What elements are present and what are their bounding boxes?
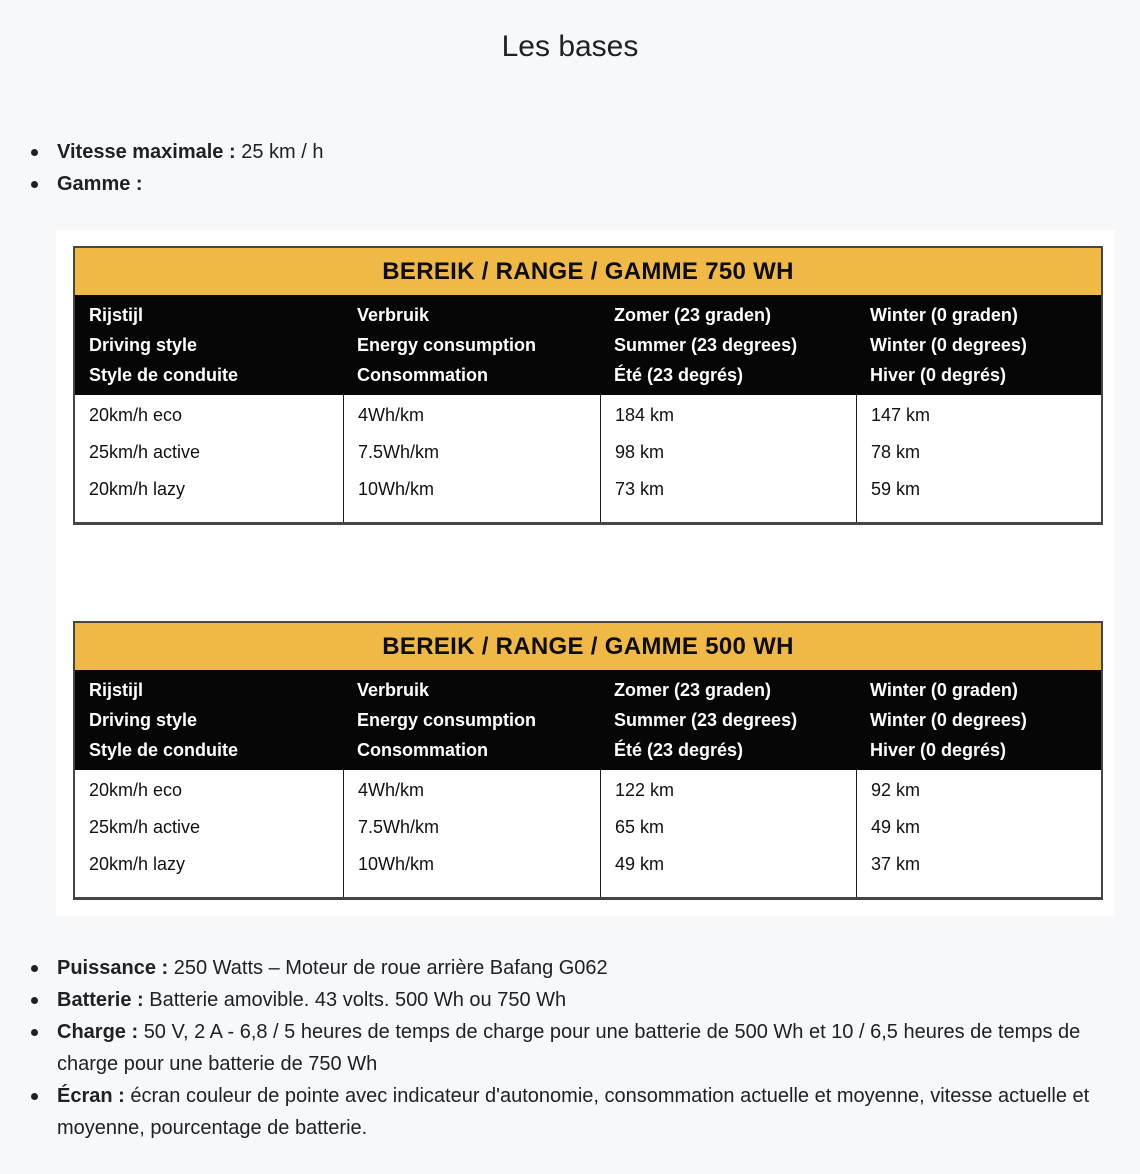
spec-item-batterie xyxy=(57,984,1120,1016)
data-cell-driving-style xyxy=(75,770,343,897)
spec-value: 25 km / h xyxy=(241,141,324,163)
data-line: 59 km xyxy=(871,479,921,499)
spec-item-gamme xyxy=(57,168,1120,200)
header-line: Rijstijl xyxy=(89,680,144,700)
spec-item-charge xyxy=(57,1016,1120,1080)
header-line: Winter (0 degrees) xyxy=(870,710,1027,730)
spec-value: 50 V, 2 A - 6,8 / 5 heures de temps de charge pour une batterie de 500 Wh et 10 / 6,5 heures de temps de charge pour une batterie de 750 Wh xyxy=(57,1021,1081,1075)
data-line: 49 km xyxy=(871,817,921,837)
spec-label: Charge : xyxy=(57,1021,139,1043)
header-line: Driving style xyxy=(89,710,198,730)
header-line: Hiver (0 degrés) xyxy=(870,365,1007,385)
range-table-header-row xyxy=(75,670,1101,770)
range-table-500wh xyxy=(73,621,1103,900)
header-line: Été (23 degrés) xyxy=(614,740,744,760)
spec-item-puissance xyxy=(57,952,1120,984)
header-line: Style de conduite xyxy=(89,740,239,760)
data-line: 20km/h eco xyxy=(89,405,183,425)
data-line: 122 km xyxy=(615,780,675,800)
spec-value: Batterie amovible. 43 volts. 500 Wh ou 750 Wh xyxy=(149,989,567,1011)
header-line: Consommation xyxy=(357,365,489,385)
header-line: Energy consumption xyxy=(357,335,537,355)
data-cell-summer xyxy=(600,395,856,522)
header-line: Driving style xyxy=(89,335,198,355)
header-cell-winter xyxy=(856,675,1101,765)
header-cell-winter xyxy=(856,300,1101,390)
spec-list-bottom xyxy=(0,952,1140,1144)
data-line: 73 km xyxy=(615,479,665,499)
data-line: 78 km xyxy=(871,442,921,462)
data-cell-summer xyxy=(600,770,856,897)
data-line: 4Wh/km xyxy=(358,780,425,800)
header-line: Verbruik xyxy=(357,680,430,700)
header-line: Winter (0 degrees) xyxy=(870,335,1027,355)
data-line: 98 km xyxy=(615,442,665,462)
data-line: 7.5Wh/km xyxy=(358,442,440,462)
header-cell-summer xyxy=(600,300,856,390)
data-line: 20km/h lazy xyxy=(89,479,186,499)
header-line: Style de conduite xyxy=(89,365,239,385)
header-cell-consumption xyxy=(343,300,600,390)
data-line: 37 km xyxy=(871,854,921,874)
range-table-title: BEREIK / RANGE / GAMME 750 WH xyxy=(75,248,1101,295)
header-line: Winter (0 graden) xyxy=(870,305,1018,325)
header-line: Été (23 degrés) xyxy=(614,365,744,385)
data-line: 10Wh/km xyxy=(358,479,435,499)
range-table-title: BEREIK / RANGE / GAMME 500 WH xyxy=(75,623,1101,670)
range-tables-image xyxy=(56,230,1115,916)
range-table-750wh xyxy=(73,246,1103,525)
spec-value: écran couleur de pointe avec indicateur d'autonomie, consommation actuelle et moyenne, vitesse actuelle et moyenne, pourcentage de batterie. xyxy=(57,1085,1090,1139)
header-cell-driving-style xyxy=(75,300,343,390)
data-line: 92 km xyxy=(871,780,921,800)
header-cell-consumption xyxy=(343,675,600,765)
data-line: 20km/h eco xyxy=(89,780,183,800)
data-line: 49 km xyxy=(615,854,665,874)
data-line: 25km/h active xyxy=(89,442,201,462)
data-line: 7.5Wh/km xyxy=(358,817,440,837)
data-line: 25km/h active xyxy=(89,817,201,837)
header-line: Summer (23 degrees) xyxy=(614,335,798,355)
data-cell-consumption xyxy=(343,770,600,897)
data-cell-consumption xyxy=(343,395,600,522)
data-line: 65 km xyxy=(615,817,665,837)
header-line: Zomer (23 graden) xyxy=(614,680,772,700)
page-title: Les bases xyxy=(501,30,639,63)
data-line: 20km/h lazy xyxy=(89,854,186,874)
spec-label: Écran : xyxy=(57,1085,125,1107)
data-cell-winter xyxy=(856,770,1101,897)
header-line: Rijstijl xyxy=(89,305,144,325)
header-line: Summer (23 degrees) xyxy=(614,710,798,730)
spec-label: Batterie : xyxy=(57,989,144,1011)
header-line: Zomer (23 graden) xyxy=(614,305,772,325)
spec-value: 250 Watts – Moteur de roue arrière Bafang G062 xyxy=(173,957,608,979)
data-line: 147 km xyxy=(871,405,931,425)
data-cell-driving-style xyxy=(75,395,343,522)
spec-item-vitesse xyxy=(57,136,1120,168)
data-line: 4Wh/km xyxy=(358,405,425,425)
header-line: Hiver (0 degrés) xyxy=(870,740,1007,760)
range-table-header-row xyxy=(75,295,1101,395)
data-cell-winter xyxy=(856,395,1101,522)
spec-label: Vitesse maximale : xyxy=(57,141,236,163)
header-line: Winter (0 graden) xyxy=(870,680,1018,700)
spec-list-top xyxy=(0,136,1140,200)
header-line: Verbruik xyxy=(357,305,430,325)
data-line: 10Wh/km xyxy=(358,854,435,874)
range-table-data-row xyxy=(75,770,1101,897)
data-line: 184 km xyxy=(615,405,675,425)
spec-label: Puissance : xyxy=(57,957,169,979)
spec-label: Gamme : xyxy=(57,173,143,195)
spec-item-ecran xyxy=(57,1080,1120,1144)
header-cell-driving-style xyxy=(75,675,343,765)
header-cell-summer xyxy=(600,675,856,765)
header-line: Energy consumption xyxy=(357,710,537,730)
range-table-data-row xyxy=(75,395,1101,522)
header-line: Consommation xyxy=(357,740,489,760)
